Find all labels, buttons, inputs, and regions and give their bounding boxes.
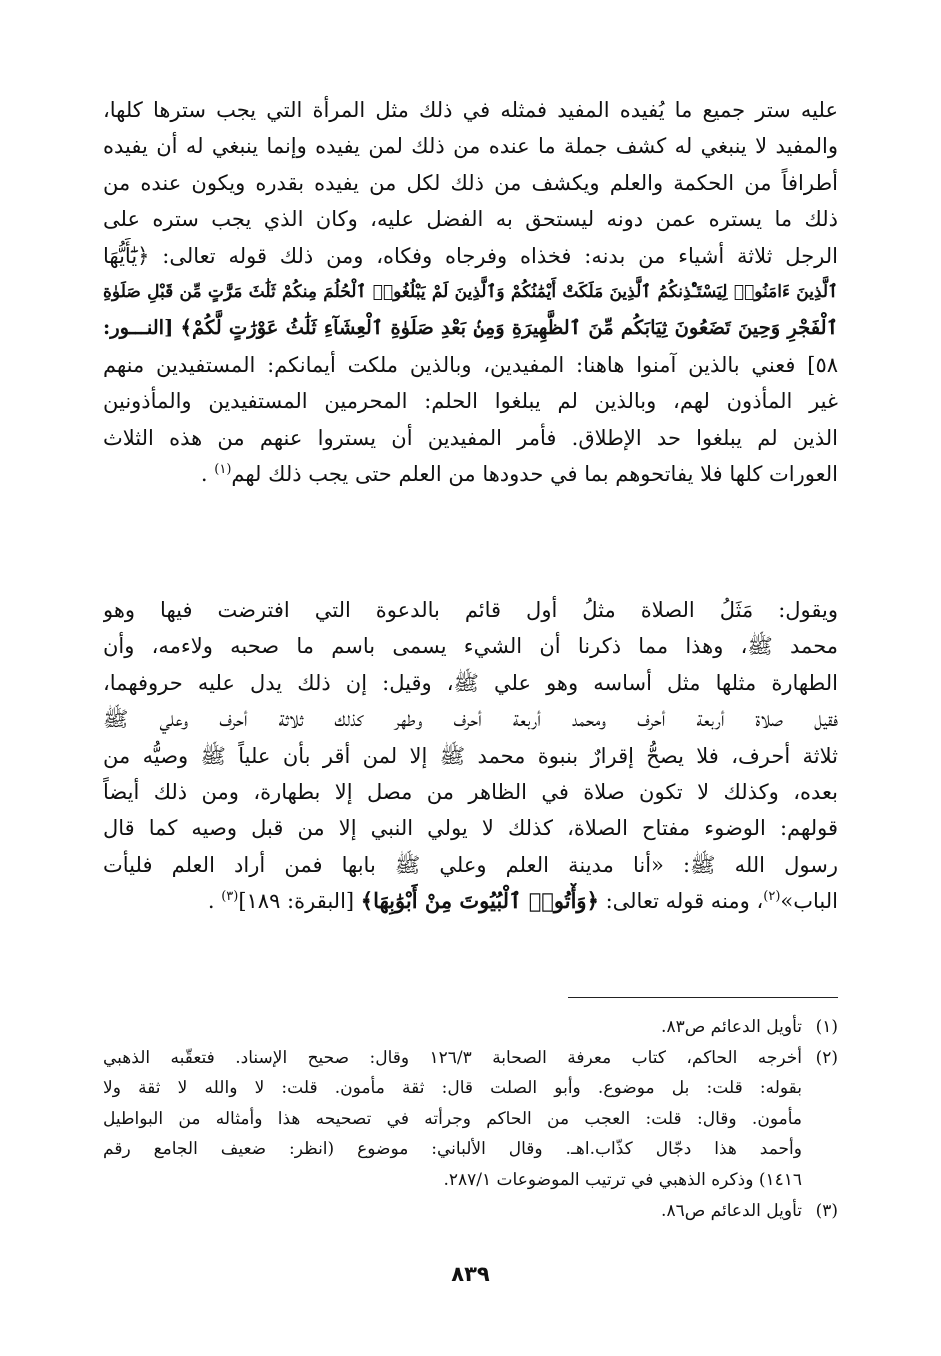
paragraph-2 xyxy=(103,592,838,920)
text-line: الطهارة مثلها مثل أساسه وهو علي ﷺ، وقيل: إن ذلك يدل عليه حروفهما، xyxy=(103,670,838,695)
footnote-line: بقوله: قلت: بل موضوع. وأبو الصلت قال: ثقة مأمون. قلت: لا والله لا ثقة ولا xyxy=(103,1078,802,1099)
text-line-last xyxy=(103,883,838,919)
footnote-ref-2: (٢) xyxy=(763,889,781,905)
verse-citation: [البقرة: ١٨٩] xyxy=(238,889,361,914)
footnote-line: أخرجه الحاكم، كتاب معرفة الصحابة ١٢٦/٣ وقال: صحيح الإسناد. فتعقّبه الذهبي xyxy=(103,1047,802,1068)
footnote-number: (٣) xyxy=(815,1200,838,1221)
text-line-mid: ، ومنه قوله تعالى: xyxy=(598,889,764,914)
footnote-divider xyxy=(568,997,838,998)
text-line: قولهم: الوضوء مفتاح الصلاة، كذلك لا يولي النبي إلا من قبل وصيه كما قال xyxy=(103,816,838,841)
footnote-line: تأويل الدعائم ص٨٦. xyxy=(661,1200,802,1221)
period: . xyxy=(200,462,208,487)
text-line: الذين لم يبلغوا حد الإطلاق. فأمر المفيدين أن يستروا عنهم من هذه الثلاث xyxy=(103,425,838,450)
footnote-ref-1: (١) xyxy=(214,462,232,478)
footnote-line: مأمون. وقال: قلت: العجب من الحاكم وجرأته في تصحيحه هذا وأمثاله من البواطيل xyxy=(103,1108,802,1129)
text-line: بعده، وكذلك لا تكون صلاة في الظاهر من مصل إلا بطهارة، ومن ذلك أيضاً xyxy=(103,780,838,805)
footnote-number: (١) xyxy=(815,1017,838,1037)
quran-verse: ﴿وَأْتُوا۟ ٱلْبُيُوتَ مِنْ أَبْوَٰبِهَا﴾ xyxy=(360,888,599,914)
footnote-body xyxy=(103,1012,802,1043)
text-line: ثلاثة أحرف، فلا يصحُّ إقرارٌ بنبوة محمد ﷺ إلا لمن أقر بأن علياً ﷺ وصيُّه من xyxy=(103,743,838,768)
footnote-3 xyxy=(103,1196,838,1227)
text-line: غير المأذون لهم، وبالذين لم يبلغوا الحلم: المحرمين المستفيدين والمأذونين xyxy=(103,389,838,414)
quran-verse-line: ٱلَّذِينَ ءَامَنُوا۟ لِيَسْتَـْٔذِنكُمُ ٱلَّذِينَ مَلَكَتْ أَيْمَٰنُكُمْ وَٱلَّذِينَ لَمْ يَبْلُغُوا۟ ٱلْحُلُمَ مِنكُمْ ثَلَٰثَ مَرَّٰتٍ مِّن قَبْلِ صَلَوٰةِ xyxy=(103,282,838,303)
paragraph-1 xyxy=(103,92,838,492)
text-line-content: العورات كلها فلا يفاتحوهم بما في حدودها من العلم حتى يجب ذلك لهم xyxy=(231,462,838,487)
footnote-number: (٢) xyxy=(815,1047,838,1068)
footnote-line: تأويل الدعائم ص٨٣. xyxy=(661,1017,802,1037)
text-line: الرجل ثلاثة أشياء من بدنه: فخذاه وفرجاه وفكاه، ومن ذلك قوله تعالى: ﴿يَٰٓأَيُّهَا xyxy=(103,243,838,268)
footnote-1 xyxy=(103,1012,838,1043)
page-number: ٨٣٩ xyxy=(451,1262,490,1286)
footnote-ref-3: (٣) xyxy=(221,889,239,905)
footnote-line: وأحمد هذا دجّال كذّاب.اهـ. وقال الألباني: موضوع (انظر: ضعيف الجامع رقم xyxy=(103,1139,802,1160)
period: . xyxy=(207,889,215,914)
text-line: عليه ستر جميع ما يُفيده المفيد فمثله في ذلك مثل المرأة التي يجب سترها كلها، xyxy=(103,98,838,122)
footnotes xyxy=(103,1012,838,1226)
footnote-2 xyxy=(103,1043,838,1196)
footnote-body xyxy=(103,1196,802,1227)
text-line: والمفيد لا ينبغي له كشف جملة ما عنده من ذلك لمن يفيده وإنما ينبغي له أن يفيده xyxy=(103,134,838,159)
text-line: ٥٨] فعني بالذين آمنوا هاهنا: المفيدين، وبالذين ملكت أيمانكم: المستفيدين منهم xyxy=(103,352,838,377)
footnote-body xyxy=(103,1043,802,1196)
text-line: ذلك ما يستره عمن دونه ليستحق به الفضل عليه، وكان الذي يجب ستره على xyxy=(103,207,838,232)
text-line: أطرافاً من الحكمة والعلم ويكشف من ذلك لكل من يفيده بقدره ويكون عنده من xyxy=(103,170,838,195)
text-line: رسول الله ﷺ: «أنا مدينة العلم وعلي ﷺ بابها فمن أراد العلم فليأت xyxy=(103,852,838,877)
quran-verse-line: ٱلْفَجْرِ وَحِينَ تَضَعُونَ ثِيَابَكُم مِّنَ ٱلظَّهِيرَةِ وَمِنۢ بَعْدِ صَلَوٰةِ ٱلْعِشَآءِ ثَلَٰثُ عَوْرَٰتٍ لَّكُمْ﴾ [النـــور: xyxy=(103,316,838,340)
text-line: فقيل صلاة أربعة أحرف ومحمد أربعة أحرف وطهر كذلك ثلاثة أحرف وعلي ﷺ xyxy=(103,707,838,732)
text-line-last xyxy=(103,456,838,492)
text-line: ويقول: مَثَلُ الصلاة مثلُ أول قائم بالدعوة التي افترضت فيها وهو xyxy=(103,598,838,622)
text-line: محمد ﷺ، وهذا مما ذكرنا أن الشيء يسمى باسم ما صحبه ولاءمه، وأن xyxy=(103,634,838,659)
text-line-start: الباب» xyxy=(780,889,838,914)
footnote-line: ١٤١٦) وذكره الذهبي في ترتيب الموضوعات ٢٨٧/١. xyxy=(443,1169,802,1190)
